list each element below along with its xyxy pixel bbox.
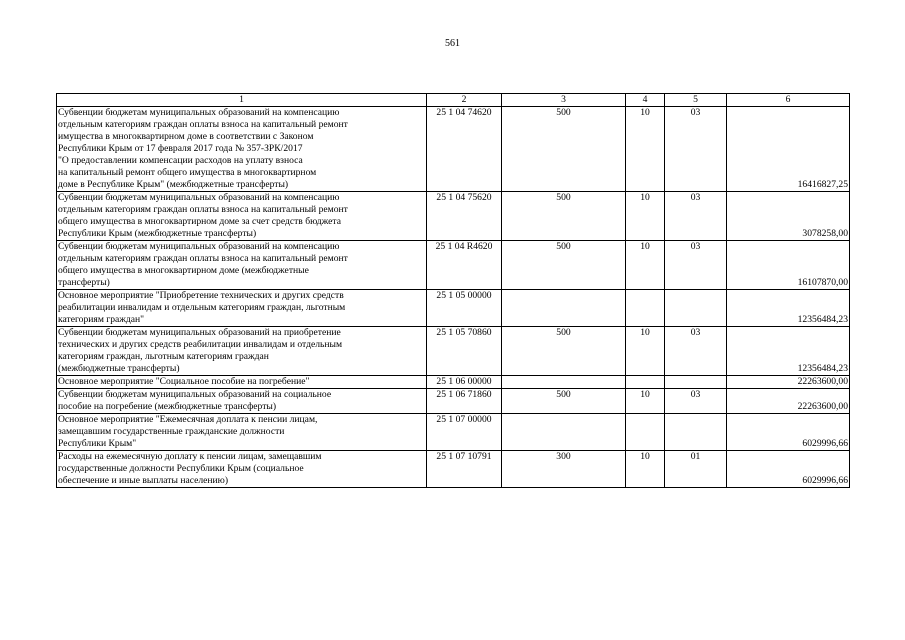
row-name-cell bbox=[57, 192, 427, 241]
row-amount-cell: 12356484,23 bbox=[727, 290, 850, 327]
row-name-line: Основное мероприятие "Ежемесячная доплата к пенсии лицам, bbox=[58, 414, 318, 425]
row-amount-cell: 22263600,00 bbox=[727, 389, 850, 414]
column-header-6: 6 bbox=[727, 94, 850, 107]
row-name-line: категориям граждан" bbox=[58, 314, 145, 325]
row-name-line: трансферты) bbox=[58, 277, 110, 288]
row-name-line: доме в Республике Крым" (межбюджетные трансферты) bbox=[58, 179, 289, 190]
row-name-line: Республики Крым от 17 февраля 2017 года № 357-ЗРК/2017 bbox=[58, 143, 303, 154]
row-name-line: Республики Крым" bbox=[58, 438, 137, 449]
row-col4-cell: 10 bbox=[626, 241, 665, 290]
table-row bbox=[57, 451, 850, 488]
row-code-cell: 25 1 04 74620 bbox=[427, 107, 502, 192]
row-col5-cell: 03 bbox=[665, 192, 727, 241]
row-col3-cell: 500 bbox=[502, 192, 626, 241]
row-name-line: пособие на погребение (межбюджетные трансферты) bbox=[58, 401, 277, 412]
row-col5-cell: 03 bbox=[665, 389, 727, 414]
row-name-line: обеспечение и иные выплаты населению) bbox=[58, 475, 229, 486]
row-name-line: Основное мероприятие "Приобретение технических и других средств bbox=[58, 290, 344, 301]
row-col4-cell: 10 bbox=[626, 107, 665, 192]
table-row bbox=[57, 192, 850, 241]
row-col3-cell: 300 bbox=[502, 451, 626, 488]
row-name-line: Основное мероприятие "Социальное пособие на погребение" bbox=[58, 376, 310, 387]
row-amount-cell: 6029996,66 bbox=[727, 451, 850, 488]
row-name-line: Субвенции бюджетам муниципальных образований на компенсацию bbox=[58, 107, 340, 118]
column-header-4: 4 bbox=[626, 94, 665, 107]
row-col3-cell: 500 bbox=[502, 327, 626, 376]
table-row bbox=[57, 241, 850, 290]
row-name-line: Субвенции бюджетам муниципальных образований на компенсацию bbox=[58, 192, 340, 203]
row-name-cell bbox=[57, 327, 427, 376]
row-name-line: общего имущества в многоквартирном доме (межбюджетные bbox=[58, 265, 309, 276]
row-col5-cell bbox=[665, 414, 727, 451]
row-amount-cell: 22263600,00 bbox=[727, 376, 850, 389]
row-amount-cell: 16416827,25 bbox=[727, 107, 850, 192]
row-col4-cell: 10 bbox=[626, 451, 665, 488]
row-name-cell bbox=[57, 451, 427, 488]
row-col4-cell: 10 bbox=[626, 389, 665, 414]
budget-table bbox=[56, 93, 850, 488]
row-col5-cell: 03 bbox=[665, 327, 727, 376]
row-name-line: (межбюджетные трансферты) bbox=[58, 363, 180, 374]
table-row bbox=[57, 290, 850, 327]
row-col4-cell bbox=[626, 414, 665, 451]
column-header-1: 1 bbox=[57, 94, 427, 107]
row-col3-cell bbox=[502, 290, 626, 327]
row-col3-cell: 500 bbox=[502, 389, 626, 414]
table-header-row bbox=[57, 94, 850, 107]
row-name-cell bbox=[57, 376, 427, 389]
table-row bbox=[57, 327, 850, 376]
row-name-cell bbox=[57, 414, 427, 451]
row-col4-cell: 10 bbox=[626, 327, 665, 376]
row-code-cell: 25 1 04 75620 bbox=[427, 192, 502, 241]
table-row bbox=[57, 389, 850, 414]
row-code-cell: 25 1 05 70860 bbox=[427, 327, 502, 376]
row-name-line: государственные должности Республики Крым (социальное bbox=[58, 463, 304, 474]
row-col3-cell bbox=[502, 414, 626, 451]
row-name-line: Субвенции бюджетам муниципальных образований на приобретение bbox=[58, 327, 341, 338]
row-name-cell bbox=[57, 107, 427, 192]
row-name-line: на капитальный ремонт общего имущества в многоквартирном bbox=[58, 167, 317, 178]
row-amount-cell: 6029996,66 bbox=[727, 414, 850, 451]
row-col5-cell bbox=[665, 376, 727, 389]
row-col5-cell bbox=[665, 290, 727, 327]
row-name-cell bbox=[57, 389, 427, 414]
table-body bbox=[57, 107, 850, 488]
row-name-line: Республики Крым (межбюджетные трансферты) bbox=[58, 228, 257, 239]
row-name-line: реабилитации инвалидам и отдельным категориям граждан, льготным bbox=[58, 302, 346, 313]
row-col5-cell: 03 bbox=[665, 107, 727, 192]
row-name-line: Субвенции бюджетам муниципальных образований на социальное bbox=[58, 389, 332, 400]
row-amount-cell: 16107870,00 bbox=[727, 241, 850, 290]
row-code-cell: 25 1 07 00000 bbox=[427, 414, 502, 451]
row-name-cell bbox=[57, 290, 427, 327]
row-name-line: общего имущества в многоквартирном доме за счет средств бюджета bbox=[58, 216, 341, 227]
column-header-5: 5 bbox=[665, 94, 727, 107]
table-row bbox=[57, 376, 850, 389]
row-name-line: имущества в многоквартирном доме в соответствии с Законом bbox=[58, 131, 314, 142]
row-code-cell: 25 1 06 71860 bbox=[427, 389, 502, 414]
row-col5-cell: 01 bbox=[665, 451, 727, 488]
row-name-line: "О предоставлении компенсации расходов на уплату взноса bbox=[58, 155, 303, 166]
row-name-line: категориям граждан, льготным категориям граждан bbox=[58, 351, 269, 362]
row-col3-cell: 500 bbox=[502, 107, 626, 192]
row-name-line: технических и других средств реабилитации инвалидам и отдельным bbox=[58, 339, 343, 350]
column-header-3: 3 bbox=[502, 94, 626, 107]
table-row bbox=[57, 107, 850, 192]
row-col3-cell bbox=[502, 376, 626, 389]
row-code-cell: 25 1 06 00000 bbox=[427, 376, 502, 389]
row-col4-cell: 10 bbox=[626, 192, 665, 241]
row-name-line: Расходы на ежемесячную доплату к пенсии лицам, замещавшим bbox=[58, 451, 322, 462]
row-col4-cell bbox=[626, 290, 665, 327]
row-code-cell: 25 1 05 00000 bbox=[427, 290, 502, 327]
page-number: 561 bbox=[445, 38, 460, 49]
column-header-2: 2 bbox=[427, 94, 502, 107]
row-name-line: отдельным категориям граждан оплаты взноса на капитальный ремонт bbox=[58, 204, 348, 215]
row-amount-cell: 3078258,00 bbox=[727, 192, 850, 241]
row-code-cell: 25 1 04 R4620 bbox=[427, 241, 502, 290]
row-name-cell bbox=[57, 241, 427, 290]
row-col5-cell: 03 bbox=[665, 241, 727, 290]
row-name-line: отдельным категориям граждан оплаты взноса на капитальный ремонт bbox=[58, 253, 348, 264]
table-row bbox=[57, 414, 850, 451]
row-name-line: замещавшим государственные гражданские должности bbox=[58, 426, 285, 437]
row-name-line: отдельным категориям граждан оплаты взноса на капитальный ремонт bbox=[58, 119, 348, 130]
row-col3-cell: 500 bbox=[502, 241, 626, 290]
row-amount-cell: 12356484,23 bbox=[727, 327, 850, 376]
row-col4-cell bbox=[626, 376, 665, 389]
row-name-line: Субвенции бюджетам муниципальных образований на компенсацию bbox=[58, 241, 340, 252]
row-code-cell: 25 1 07 10791 bbox=[427, 451, 502, 488]
